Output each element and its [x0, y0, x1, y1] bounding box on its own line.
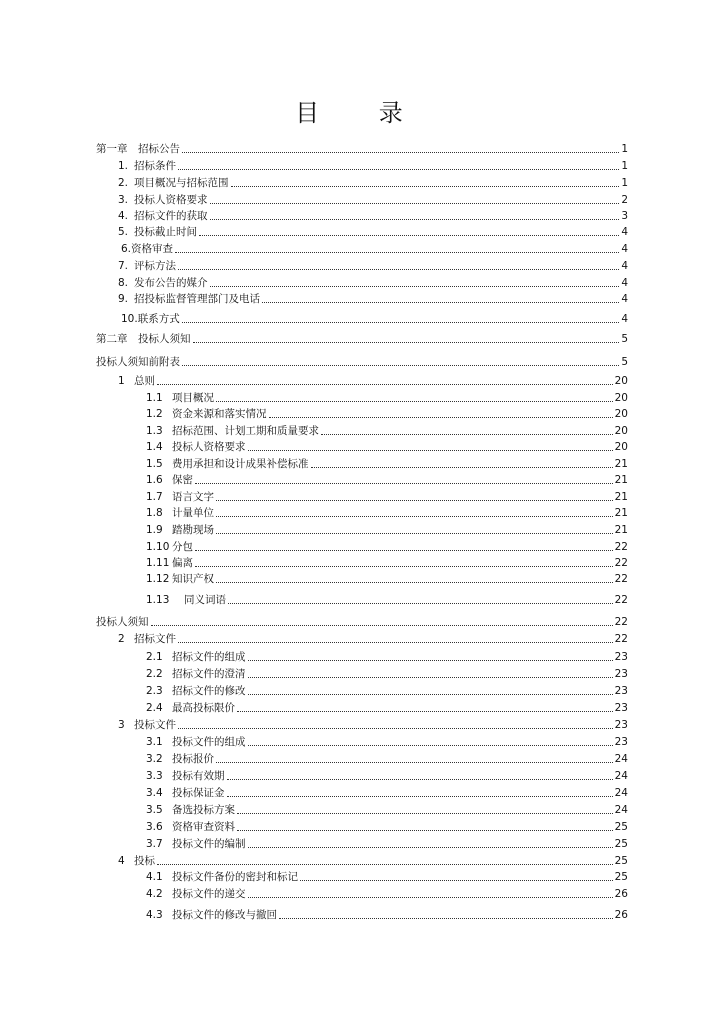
toc-entry-label: 第一章 招标公告 [96, 143, 180, 155]
toc-entry[interactable] [0, 769, 628, 783]
toc-entry-number: 7. [118, 260, 129, 272]
toc-entry-label: 6.资格审查 [121, 243, 174, 255]
toc-entry-number: 4.2 [146, 888, 163, 900]
toc-entry-number: 3.5 [146, 804, 163, 816]
toc-entry[interactable] [0, 718, 628, 732]
toc-page-number: 21 [614, 507, 628, 519]
dot-leader [210, 219, 620, 220]
toc-entry-number: 8. [118, 277, 129, 289]
toc-page-number: 24 [614, 770, 628, 782]
toc-entry[interactable] [0, 176, 628, 190]
toc-entry[interactable] [0, 332, 628, 346]
toc-page-number: 21 [614, 458, 628, 470]
dot-leader [248, 694, 613, 695]
toc-entry[interactable] [0, 209, 628, 223]
toc-entry[interactable] [0, 407, 628, 421]
toc-page-number: 23 [614, 736, 628, 748]
toc-entry-number: 1.6 [146, 474, 163, 486]
toc-page-number: 3 [621, 210, 628, 222]
toc-entry[interactable] [0, 506, 628, 520]
toc-page-number: 2 [621, 194, 628, 206]
dot-leader [237, 813, 613, 814]
dot-leader [182, 322, 620, 323]
toc-page-number: 22 [614, 557, 628, 569]
toc-entry-number: 1.3 [146, 425, 163, 437]
toc-entry-label: 第二章 投标人须知 [96, 333, 191, 345]
toc-entry-label: 项目概况 [172, 392, 214, 404]
toc-entry[interactable] [0, 615, 628, 629]
toc-entry-label: 总则 [134, 375, 155, 387]
toc-entry[interactable] [0, 142, 628, 156]
toc-entry-number: 1.12 [146, 573, 170, 585]
toc-entry[interactable] [0, 752, 628, 766]
toc-entry-number: 1.9 [146, 524, 163, 536]
toc-entry[interactable] [0, 292, 628, 306]
dot-leader [227, 796, 613, 797]
dot-leader [175, 252, 619, 253]
dot-leader [248, 677, 613, 678]
toc-entry[interactable] [0, 242, 628, 256]
toc-entry[interactable] [0, 803, 628, 817]
dot-leader [248, 450, 613, 451]
toc-page-number: 4 [621, 313, 628, 325]
dot-leader [210, 286, 620, 287]
dot-leader [216, 500, 613, 501]
toc-entry[interactable] [0, 650, 628, 664]
toc-entry[interactable] [0, 701, 628, 715]
toc-entry-label: 投标 [134, 855, 155, 867]
toc-entry-label: 保密 [172, 474, 193, 486]
dot-leader [195, 483, 613, 484]
toc-entry-label: 10.联系方式 [121, 313, 180, 325]
dot-leader [182, 365, 619, 366]
dot-leader [199, 235, 619, 236]
dot-leader [178, 642, 613, 643]
dot-leader [311, 467, 613, 468]
dot-leader [279, 918, 613, 919]
toc-entry-number: 4.1 [146, 871, 163, 883]
toc-entry-label: 投标文件的编制 [172, 838, 246, 850]
toc-entry-label: 知识产权 [172, 573, 214, 585]
toc-page-number: 5 [621, 356, 628, 368]
toc-entry-number: 1.8 [146, 507, 163, 519]
toc-entry-number: 5. [118, 226, 129, 238]
toc-page-number: 25 [614, 855, 628, 867]
toc-entry-number: 1.10 [146, 541, 170, 553]
dot-leader [157, 384, 613, 385]
toc-page-number: 1 [621, 160, 628, 172]
toc-entry-label: 备选投标方案 [172, 804, 235, 816]
toc-entry-number: 3.1 [146, 736, 163, 748]
toc-entry[interactable] [0, 854, 628, 868]
toc-entry-number: 3 [118, 719, 125, 731]
toc-entry-number: 4.3 [146, 909, 163, 921]
toc-page-number: 23 [614, 719, 628, 731]
toc-entry-label: 投标保证金 [172, 787, 225, 799]
toc-entry-number: 2.3 [146, 685, 163, 697]
toc-page-number: 20 [614, 392, 628, 404]
toc-entry-label: 投标人资格要求 [134, 194, 208, 206]
toc-entry-label: 发布公告的媒介 [134, 277, 208, 289]
toc-entry-label: 招标文件的澄清 [172, 668, 246, 680]
dot-leader [237, 830, 613, 831]
toc-page-number: 23 [614, 702, 628, 714]
toc-page-number: 20 [614, 425, 628, 437]
toc-entry-label: 偏离 [172, 557, 193, 569]
toc-entry-label: 投标文件的递交 [172, 888, 246, 900]
toc-page-number: 22 [614, 616, 628, 628]
dot-leader [262, 302, 619, 303]
toc-entry[interactable] [0, 193, 628, 207]
toc-entry-number: 2. [118, 177, 129, 189]
toc-entry-number: 1.7 [146, 491, 163, 503]
toc-page-number: 24 [614, 787, 628, 799]
toc-entry[interactable] [0, 540, 628, 554]
toc-entry[interactable] [0, 391, 628, 405]
toc-entry-label: 投标文件的修改与撤回 [172, 909, 277, 921]
toc-entry-label: 评标方法 [134, 260, 176, 272]
toc-entry-number: 1.2 [146, 408, 163, 420]
toc-page-number: 26 [614, 909, 628, 921]
dot-leader [216, 533, 613, 534]
toc-entry-number: 1.4 [146, 441, 163, 453]
toc-entry-number: 3.6 [146, 821, 163, 833]
toc-entry[interactable] [0, 523, 628, 537]
toc-entry-number: 3.2 [146, 753, 163, 765]
toc-entry-number: 1.11 [146, 557, 170, 569]
toc-entry-label: 投标文件备份的密封和标记 [172, 871, 298, 883]
toc-entry-label: 资金来源和落实情况 [172, 408, 267, 420]
toc-entry-label: 投标人须知 [96, 616, 149, 628]
toc-page-number: 4 [621, 293, 628, 305]
toc-entry-label: 投标有效期 [172, 770, 225, 782]
dot-leader [248, 897, 613, 898]
toc-title: 目 录 [295, 99, 429, 127]
toc-page-number: 4 [621, 243, 628, 255]
toc-page-number: 22 [614, 633, 628, 645]
dot-leader [321, 434, 613, 435]
toc-entry[interactable] [0, 159, 628, 173]
toc-page-number: 4 [621, 226, 628, 238]
dot-leader [227, 779, 613, 780]
toc-entry-label: 招标文件的组成 [172, 651, 246, 663]
toc-entry-label: 费用承担和设计成果补偿标准 [172, 458, 309, 470]
toc-entry-number: 3.4 [146, 787, 163, 799]
toc-entry[interactable] [0, 572, 628, 586]
toc-page-number: 24 [614, 753, 628, 765]
toc-page-number: 21 [614, 474, 628, 486]
dot-leader [193, 342, 620, 343]
toc-page-number: 26 [614, 888, 628, 900]
toc-entry-label: 投标文件 [134, 719, 176, 731]
toc-entry[interactable] [0, 593, 628, 607]
toc-entry-number: 1. [118, 160, 129, 172]
dot-leader [237, 711, 613, 712]
toc-entry-label: 招投标监督管理部门及电话 [134, 293, 260, 305]
toc-page-number: 22 [614, 573, 628, 585]
dot-leader [216, 762, 613, 763]
toc-entry-label: 招标文件的获取 [134, 210, 208, 222]
toc-entry[interactable] [0, 820, 628, 834]
dot-leader [178, 169, 619, 170]
toc-entry[interactable] [0, 440, 628, 454]
dot-leader [195, 550, 613, 551]
toc-entry[interactable] [0, 667, 628, 681]
toc-entry-number: 2.4 [146, 702, 163, 714]
toc-entry[interactable] [0, 259, 628, 273]
toc-entry-number: 3.7 [146, 838, 163, 850]
toc-page-number: 25 [614, 838, 628, 850]
toc-entry-label: 投标人资格要求 [172, 441, 246, 453]
toc-page-number: 23 [614, 668, 628, 680]
toc-page-number: 21 [614, 524, 628, 536]
toc-entry-label: 投标文件的组成 [172, 736, 246, 748]
dot-leader [248, 745, 613, 746]
dot-leader [195, 566, 613, 567]
toc-page-number: 23 [614, 651, 628, 663]
toc-entry-label: 踏勘现场 [172, 524, 214, 536]
dot-leader [216, 516, 613, 517]
toc-entry-number: 1.5 [146, 458, 163, 470]
toc-page-number: 4 [621, 277, 628, 289]
toc-page-number: 5 [621, 333, 628, 345]
toc-page-number: 22 [614, 594, 628, 606]
toc-entry[interactable] [0, 908, 628, 922]
toc-page-number: 21 [614, 491, 628, 503]
dot-leader [210, 203, 620, 204]
toc-page-number: 23 [614, 685, 628, 697]
dot-leader [231, 186, 620, 187]
toc-entry-label: 语言文字 [172, 491, 214, 503]
toc-entry[interactable] [0, 786, 628, 800]
toc-page-number: 4 [621, 260, 628, 272]
toc-entry-label: 投标报价 [172, 753, 214, 765]
toc-page-number: 20 [614, 408, 628, 420]
dot-leader [248, 847, 613, 848]
toc-page-number: 24 [614, 804, 628, 816]
toc-entry-number: 3. [118, 194, 129, 206]
toc-entry-label: 资格审查资料 [172, 821, 235, 833]
dot-leader [157, 864, 613, 865]
toc-entry-number: 4 [118, 855, 125, 867]
toc-entry-number: 4. [118, 210, 129, 222]
dot-leader [151, 625, 613, 626]
toc-entry[interactable] [0, 735, 628, 749]
dot-leader [178, 269, 619, 270]
toc-entry-label: 招标条件 [134, 160, 176, 172]
toc-page-number: 25 [614, 821, 628, 833]
toc-entry[interactable] [0, 684, 628, 698]
dot-leader [182, 152, 619, 153]
toc-entry-label: 招标文件的修改 [172, 685, 246, 697]
toc-entry[interactable] [0, 374, 628, 388]
dot-leader [216, 401, 613, 402]
toc-entry-number: 1.13 [146, 594, 170, 606]
toc-entry[interactable] [0, 424, 628, 438]
toc-page-number: 1 [621, 143, 628, 155]
toc-entry-label: 最高投标限价 [172, 702, 235, 714]
toc-entry-label: 计量单位 [172, 507, 214, 519]
toc-page-number: 20 [614, 441, 628, 453]
toc-entry-number: 2.2 [146, 668, 163, 680]
toc-entry-label: 同义词语 [184, 594, 226, 606]
toc-entry[interactable] [0, 837, 628, 851]
toc-entry[interactable] [0, 887, 628, 901]
toc-entry[interactable] [0, 490, 628, 504]
toc-entry[interactable] [0, 870, 628, 884]
toc-entry-label: 招标范围、计划工期和质量要求 [172, 425, 319, 437]
dot-leader [269, 417, 613, 418]
toc-entry[interactable] [0, 457, 628, 471]
toc-entry-number: 1.1 [146, 392, 163, 404]
dot-leader [300, 880, 613, 881]
dot-leader [228, 603, 613, 604]
toc-page-number: 20 [614, 375, 628, 387]
dot-leader [216, 582, 613, 583]
toc-page-number: 1 [621, 177, 628, 189]
toc-entry-number: 9. [118, 293, 129, 305]
toc-entry[interactable] [0, 355, 628, 369]
toc-page-number: 25 [614, 871, 628, 883]
toc-entry[interactable] [0, 556, 628, 570]
toc-entry-number: 2 [118, 633, 125, 645]
toc-entry-label: 招标文件 [134, 633, 176, 645]
toc-entry[interactable] [0, 632, 628, 646]
toc-entry[interactable] [0, 276, 628, 290]
toc-page-number: 22 [614, 541, 628, 553]
toc-entry-label: 项目概况与招标范围 [134, 177, 229, 189]
toc-entry-number: 3.3 [146, 770, 163, 782]
dot-leader [248, 660, 613, 661]
toc-entry-label: 投标截止时间 [134, 226, 197, 238]
toc-entry[interactable] [0, 225, 628, 239]
toc-entry-label: 投标人须知前附表 [96, 356, 180, 368]
toc-entry-number: 1 [118, 375, 125, 387]
toc-entry[interactable] [0, 312, 628, 326]
toc-entry[interactable] [0, 473, 628, 487]
dot-leader [178, 728, 613, 729]
toc-entry-label: 分包 [172, 541, 193, 553]
toc-entry-number: 2.1 [146, 651, 163, 663]
